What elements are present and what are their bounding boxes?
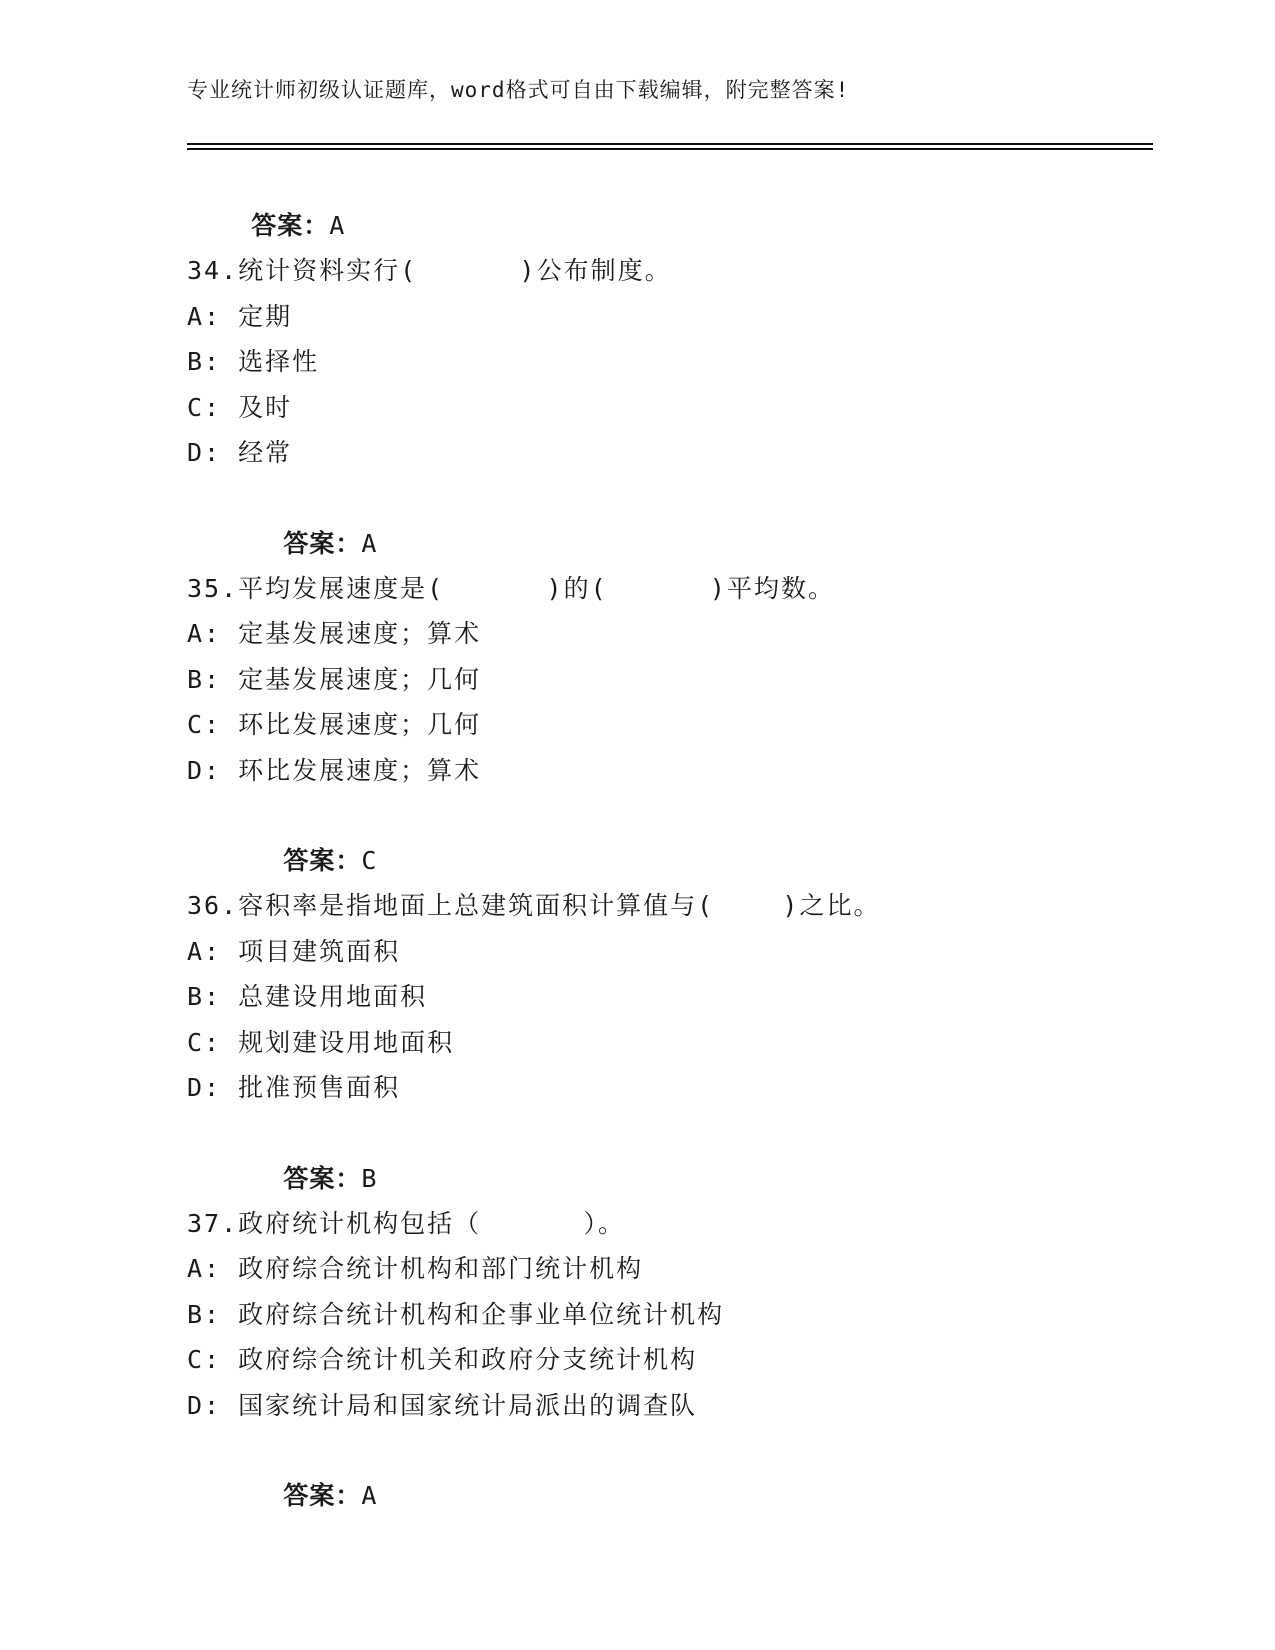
question-stem: 35.平均发展速度是( )的( )平均数。	[187, 573, 835, 603]
option-a: A: 政府综合统计机构和部门统计机构	[187, 1254, 644, 1283]
option-b: B: 选择性	[187, 347, 320, 376]
answer-value: C	[361, 846, 378, 875]
answer-label: 答案：	[283, 846, 362, 875]
answer-line	[187, 793, 1153, 875]
option-a: A: 定期	[187, 301, 293, 331]
answer-line	[187, 1428, 1153, 1510]
option-d: D: 批准预售面积	[187, 1073, 401, 1102]
answer-line	[187, 1111, 1153, 1193]
question-36	[187, 883, 1153, 1193]
option-d: D: 国家统计局和国家统计局派出的调查队	[187, 1390, 698, 1420]
answer-value: B	[361, 1163, 378, 1193]
answer-label: 答案：	[251, 211, 330, 240]
question-35	[187, 566, 1153, 875]
option-c: C: 规划建设用地面积	[187, 1027, 455, 1057]
option-a: A: 项目建筑面积	[187, 936, 401, 966]
question-list	[187, 158, 1153, 1510]
question-37	[187, 1201, 1153, 1510]
answer-label: 答案：	[283, 1481, 362, 1510]
answer-value: A	[361, 1481, 378, 1510]
header-rule-top	[187, 143, 1153, 145]
question-34	[187, 248, 1153, 558]
option-a: A: 定基发展速度；算术	[187, 619, 482, 648]
question-stem: 36.容积率是指地面上总建筑面积计算值与( )之比。	[187, 891, 881, 920]
answer-value: A	[329, 211, 346, 240]
option-b: B: 总建设用地面积	[187, 982, 428, 1011]
option-c: C: 环比发展速度；几何	[187, 710, 482, 739]
option-d: D: 环比发展速度；算术	[187, 755, 482, 785]
option-b: B: 政府综合统计机构和企事业单位统计机构	[187, 1299, 725, 1329]
header-rule-bottom	[187, 148, 1153, 150]
answer-label: 答案：	[283, 1163, 362, 1193]
answer-line	[187, 158, 1153, 240]
answer-value: A	[361, 528, 378, 558]
answer-label: 答案：	[283, 528, 362, 558]
option-c: C: 政府综合统计机关和政府分支统计机构	[187, 1345, 698, 1374]
option-c: C: 及时	[187, 392, 293, 422]
option-b: B: 定基发展速度；几何	[187, 664, 482, 694]
question-stem: 34.统计资料实行( )公布制度。	[187, 256, 672, 285]
question-stem: 37.政府统计机构包括（ ）。	[187, 1208, 625, 1238]
option-d: D: 经常	[187, 438, 293, 467]
page-header: 专业统计师初级认证题库，word格式可自由下载编辑，附完整答案!	[187, 78, 850, 102]
answer-line	[187, 476, 1153, 558]
